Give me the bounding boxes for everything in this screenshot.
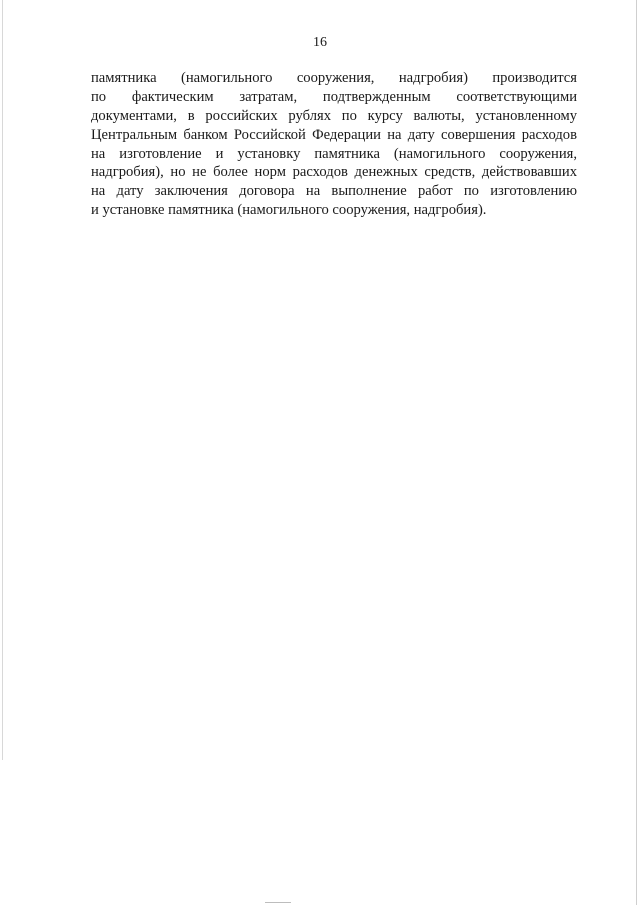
scan-edge-right [636, 0, 637, 905]
paragraph-line: по фактическим затратам, подтвержденным соответствующими [91, 88, 577, 105]
body-paragraph [91, 69, 577, 220]
paragraph-line: на дату заключения договора на выполнение работ по изготовлению [91, 183, 577, 200]
paragraph-line: документами, в российских рублях по курсу валюты, установленному [91, 107, 577, 124]
paragraph-line: на изготовление и установку памятника (намогильного сооружения, [91, 145, 577, 162]
paragraph-line: Центральным банком Российской Федерации на дату совершения расходов [91, 126, 577, 143]
paragraph-line: памятника (намогильного сооружения, надгробия) производится [91, 70, 577, 86]
paragraph-line: надгробия), но не более норм расходов денежных средств, действовавших [91, 164, 577, 181]
scan-edge-left [2, 0, 3, 760]
paragraph-line: и установке памятника (намогильного сооружения, надгробия). [91, 202, 487, 219]
page-number: 16 [313, 35, 327, 50]
scan-edge-bottom [265, 902, 291, 903]
